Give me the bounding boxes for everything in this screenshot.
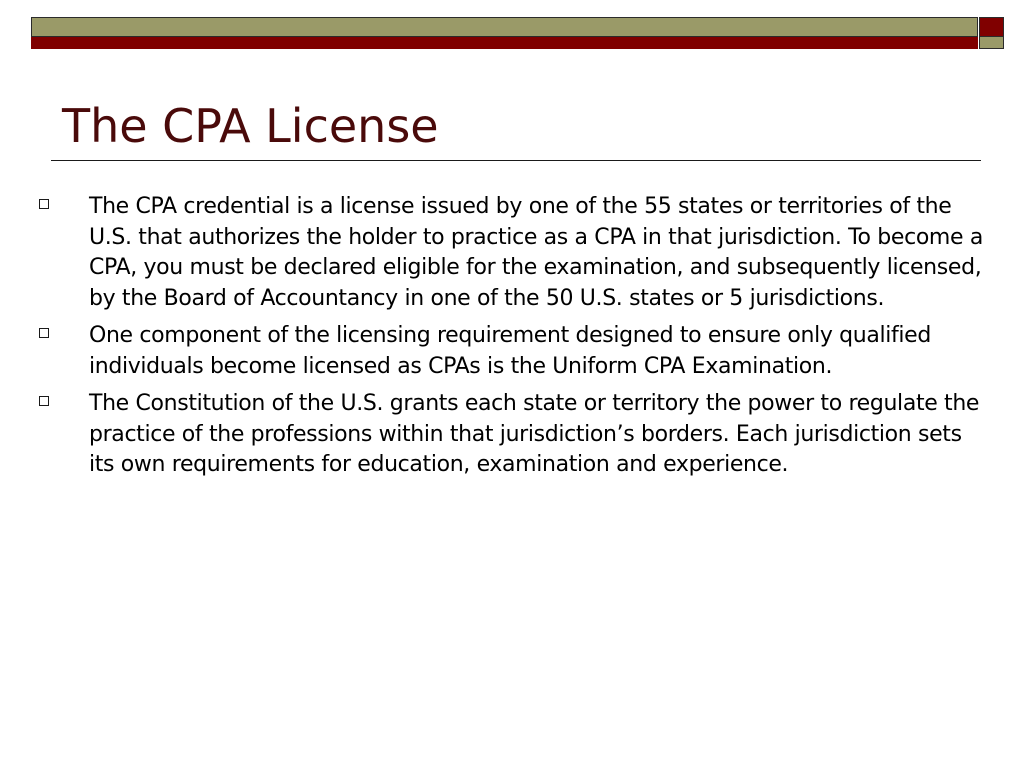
header-band-olive (31, 17, 978, 37)
bullet-text: The CPA credential is a license issued by one of the 55 states or territories of the U.S. that authorizes the holder to practice as a CPA in that jurisdiction. To become a CPA, you must be declared eligible for the examination, and subsequently licensed, by the Board of Accountancy in one of the 50 U.S. states or 5 jurisdictions. (89, 194, 983, 311)
bullet-text: One component of the licensing requirement designed to ensure only qualified individuals become licensed as CPAs is the Uniform CPA Examination. (89, 323, 931, 379)
hollow-square-bullet-icon (39, 328, 49, 338)
hollow-square-bullet-icon (39, 199, 49, 209)
slide-title: The CPA License (62, 99, 439, 153)
bullet-text: The Constitution of the U.S. grants each state or territory the power to regulate the practice of the professions within that jurisdiction’s borders. Each jurisdiction sets its own requirements for education, examination and experience. (89, 391, 980, 477)
bullet-item (38, 192, 988, 314)
header-square-maroon (979, 17, 1004, 37)
bullet-item (38, 389, 988, 481)
bullet-item (38, 321, 988, 382)
hollow-square-bullet-icon (39, 396, 49, 406)
title-divider (51, 160, 981, 161)
header-band-maroon (31, 37, 978, 49)
header-square-olive (979, 37, 1004, 49)
bullet-list (38, 192, 988, 488)
